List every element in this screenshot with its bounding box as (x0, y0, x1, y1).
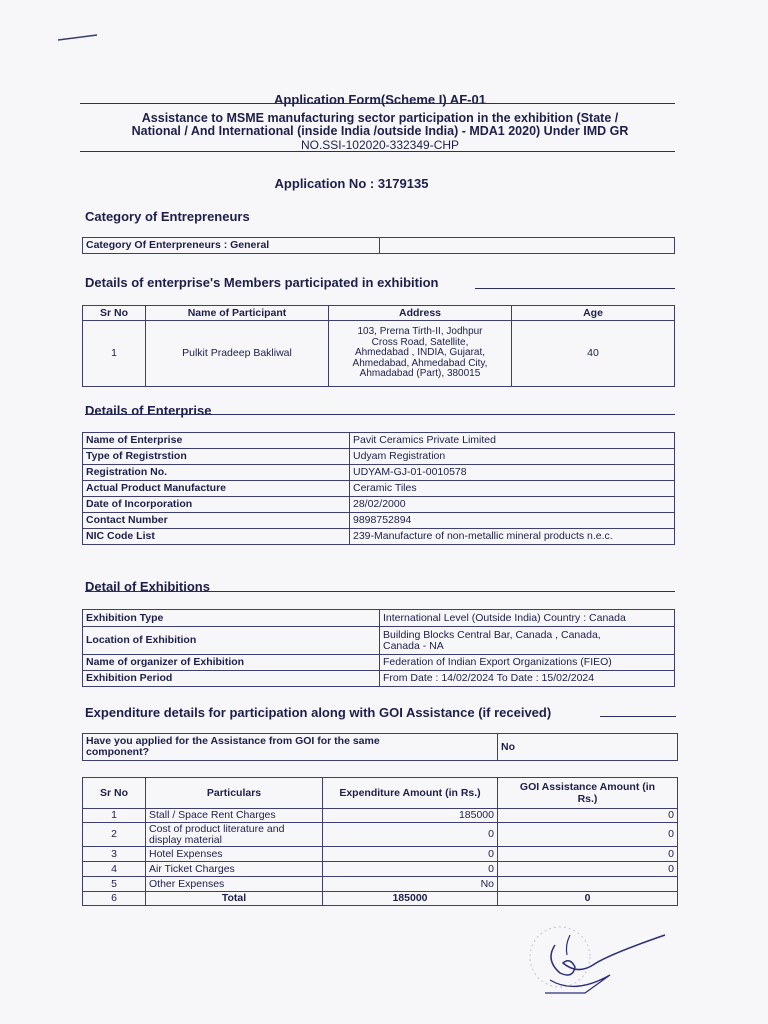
exp-goi-amount (498, 877, 678, 892)
enterprise-row (83, 481, 675, 497)
exp-amount: 0 (323, 862, 498, 877)
exp-amount: 185000 (323, 809, 498, 823)
member-age: 40 (512, 321, 675, 387)
exp-particular: Air Ticket Charges (146, 862, 323, 877)
contact-number-value: 9898752894 (350, 513, 675, 529)
scheme-line-2: National / And International (inside India /outside India) - MDA1 2020) Under IMD GR (131, 124, 629, 138)
member-address-line: Cross Road, Satellite, (371, 336, 469, 348)
exp-amount: 0 (323, 847, 498, 862)
enterprise-row (83, 497, 675, 513)
members-heading-rule (475, 288, 675, 289)
goi-answer: No (498, 734, 678, 761)
enterprise-table (82, 432, 675, 545)
exp-particular (146, 823, 323, 847)
goi-question-line: component? (86, 746, 149, 758)
application-number: Application No : 3179135 (274, 176, 429, 191)
goi-question (83, 734, 498, 761)
member-address-line: 103, Prerna Tirth-II, Jodhpur (357, 326, 483, 338)
members-col-sr: Sr No (83, 306, 146, 321)
enterprise-heading-rule (85, 414, 675, 415)
expenditure-total-row (83, 892, 678, 906)
expenditure-row (83, 809, 678, 823)
gr-number: NO.SSI-102020-332349-CHP (300, 138, 460, 152)
exhibition-row (83, 610, 675, 627)
signature (515, 915, 675, 1005)
exp-goi-amount: 0 (498, 809, 678, 823)
exp-sr: 5 (83, 877, 146, 892)
exhibition-type-value: International Level (Outside India) Country : Canada (380, 610, 675, 627)
exhibitions-heading: Detail of Exhibitions (85, 579, 210, 594)
members-row (83, 321, 675, 387)
enterprise-row (83, 449, 675, 465)
exp-particular: Other Expenses (146, 877, 323, 892)
exp-goi-amount: 0 (498, 823, 678, 847)
category-table (82, 237, 675, 254)
enterprise-row (83, 529, 675, 545)
exp-sr: 3 (83, 847, 146, 862)
product-label: Actual Product Manufacture (83, 481, 350, 497)
exhibition-period-label: Exhibition Period (83, 671, 380, 687)
exp-col-goi-line: GOI Assistance Amount (in (519, 781, 656, 793)
exp-col-goi (498, 778, 678, 809)
goi-question-line: Have you applied for the Assistance from GOI for the same (86, 735, 380, 747)
expenditure-heading: Expenditure details for participation along with GOI Assistance (if received) (85, 705, 552, 720)
enterprise-row (83, 465, 675, 481)
expenditure-heading-rule (600, 716, 676, 717)
members-heading: Details of enterprise's Members participated in exhibition (85, 275, 439, 290)
category-value (380, 238, 675, 254)
organizer-value: Federation of Indian Export Organizations (FIEO) (380, 655, 675, 671)
members-table (82, 305, 675, 387)
member-address-line: Ahmedabad , INDIA, Gujarat, (354, 347, 486, 359)
exp-col-expenditure: Expenditure Amount (in Rs.) (323, 778, 498, 809)
pen-stroke-mark (55, 30, 100, 44)
exhibition-location-value (380, 627, 675, 655)
exp-particular: Stall / Space Rent Charges (146, 809, 323, 823)
exp-col-sr: Sr No (83, 778, 146, 809)
enterprise-name-label: Name of Enterprise (83, 433, 350, 449)
expenditure-row (83, 823, 678, 847)
exp-sr: 4 (83, 862, 146, 877)
exhibitions-table (82, 609, 675, 687)
enterprise-name-value: Pavit Ceramics Private Limited (350, 433, 675, 449)
members-col-address: Address (329, 306, 512, 321)
category-label: Category Of Enterpreneurs : General (83, 238, 380, 254)
member-name: Pulkit Pradeep Bakliwal (146, 321, 329, 387)
exp-col-goi-line: Rs.) (577, 793, 598, 805)
nic-code-value: 239-Manufacture of non-metallic mineral products n.e.c. (350, 529, 675, 545)
exp-sr: 1 (83, 809, 146, 823)
exp-total-label: Total (146, 892, 323, 906)
category-heading: Category of Entrepreneurs (85, 209, 250, 224)
organizer-label: Name of organizer of Exhibition (83, 655, 380, 671)
exhibition-location-label: Location of Exhibition (83, 627, 380, 655)
exp-particular-line: display material (149, 833, 222, 846)
member-address (329, 321, 512, 387)
member-address-line: Ahmedabad, Ahmedabad City, (352, 357, 488, 369)
member-address-line: Ahmadabad (Part), 380015 (359, 368, 481, 380)
exp-goi-amount: 0 (498, 847, 678, 862)
exhibitions-heading-rule (85, 591, 675, 592)
exp-total-goi: 0 (498, 892, 678, 906)
exp-particular-line: Cost of product literature and (149, 822, 285, 835)
exhibition-row (83, 671, 675, 687)
expenditure-row (83, 847, 678, 862)
product-value: Ceramic Tiles (350, 481, 675, 497)
expenditure-row (83, 862, 678, 877)
enterprise-row (83, 433, 675, 449)
registration-no-label: Registration No. (83, 465, 350, 481)
goi-question-table (82, 733, 678, 761)
exhibition-row (83, 627, 675, 655)
incorporation-date-value: 28/02/2000 (350, 497, 675, 513)
registration-type-value: Udyam Registration (350, 449, 675, 465)
exp-amount: No (323, 877, 498, 892)
exhibition-row (83, 655, 675, 671)
exp-amount: 0 (323, 823, 498, 847)
incorporation-date-label: Date of Incorporation (83, 497, 350, 513)
members-col-age: Age (512, 306, 675, 321)
nic-code-label: NIC Code List (83, 529, 350, 545)
header-bottom-rule (80, 151, 675, 152)
exp-particular: Hotel Expenses (146, 847, 323, 862)
title-rule (80, 103, 675, 104)
exp-total-sr: 6 (83, 892, 146, 906)
registration-type-label: Type of Registrstion (83, 449, 350, 465)
enterprise-heading: Details of Enterprise (85, 403, 212, 418)
exp-goi-amount: 0 (498, 862, 678, 877)
enterprise-row (83, 513, 675, 529)
members-col-name: Name of Participant (146, 306, 329, 321)
form-title: Application Form(Scheme I) AF-01 (274, 92, 486, 107)
expenditure-row (83, 877, 678, 892)
registration-no-value: UDYAM-GJ-01-0010578 (350, 465, 675, 481)
member-sr: 1 (83, 321, 146, 387)
exp-col-particulars: Particulars (146, 778, 323, 809)
exhibition-type-label: Exhibition Type (83, 610, 380, 627)
location-line: Building Blocks Central Bar, Canada , Canada, (383, 628, 601, 641)
exhibition-period-value: From Date : 14/02/2024 To Date : 15/02/2024 (380, 671, 675, 687)
exp-sr: 2 (83, 823, 146, 847)
contact-number-label: Contact Number (83, 513, 350, 529)
location-line: Canada - NA (383, 639, 444, 652)
exp-total-amount: 185000 (323, 892, 498, 906)
expenditure-table (82, 777, 678, 906)
scheme-line-1: Assistance to MSME manufacturing sector participation in the exhibition (State / (141, 111, 619, 125)
